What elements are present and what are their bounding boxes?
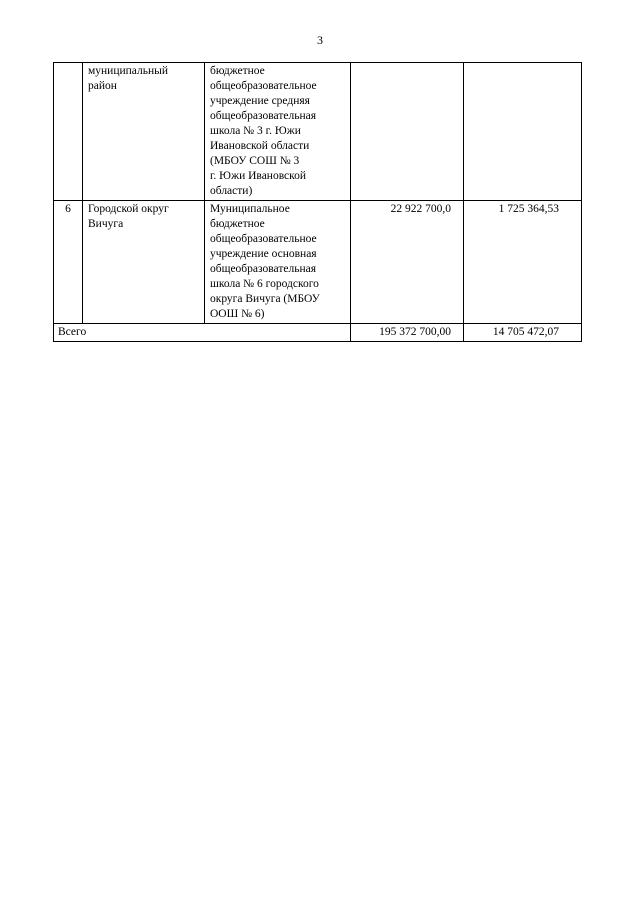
amount-share-cell: 1 725 364,53 — [464, 201, 582, 324]
amount-total-cell — [351, 63, 464, 201]
total-amount-cell: 195 372 700,00 — [351, 324, 464, 342]
page-number: 3 — [317, 33, 323, 47]
municipality-cell: муниципальный район — [83, 63, 205, 201]
allocation-table — [53, 62, 582, 342]
total-label: Всего — [54, 324, 351, 342]
row-number-cell: 6 — [54, 201, 83, 324]
municipality-cell: Городской округ Вичуга — [83, 201, 205, 324]
table-row — [54, 201, 582, 324]
institution-cell: Муниципальное бюджетное общеобразовательное учреждение основная общеобразовательная школа № 6 городского округа Вичуга (МБОУ ООШ № 6) — [205, 201, 351, 324]
total-share-cell: 14 705 472,07 — [464, 324, 582, 342]
amount-share-cell — [464, 63, 582, 201]
amount-total-cell: 22 922 700,0 — [351, 201, 464, 324]
row-number-cell — [54, 63, 83, 201]
institution-cell: бюджетное общеобразовательное учреждение средняя общеобразовательная школа № 3 г. Южи Ивановской области (МБОУ СОШ № 3 г. Южи Ивановской области) — [205, 63, 351, 201]
total-row — [54, 324, 582, 342]
table-row — [54, 63, 582, 201]
